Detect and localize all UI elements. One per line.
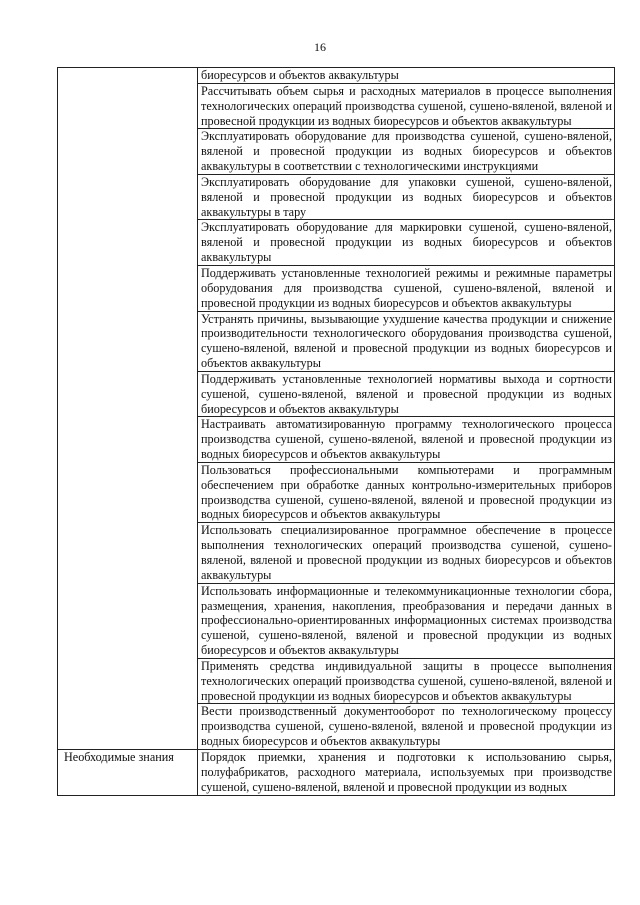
skill-text: Рассчитывать объем сырья и расходных материалов в процессе выполнения технологических операций производства сушеной, сушено-вяленой, вяленой и провесной продукции из водных биоресурсов и объектов аквакультуры (201, 83, 612, 128)
table-row (58, 174, 615, 220)
skill-cell (198, 83, 615, 129)
table-row (58, 371, 615, 417)
knowledge-text: Порядок приемки, хранения и подготовки к использованию сырья, полуфабрикатов, расходного материала, используемых при производстве сушеной, сушено-вяленой, вяленой и провесной продукции из водных (201, 749, 612, 794)
table-row (58, 462, 615, 522)
skill-text: Эксплуатировать оборудование для маркировки сушеной, сушено-вяленой, вяленой и провесной продукции из водных биоресурсов и объектов аквакультуры (201, 220, 612, 265)
label-cell-empty (58, 658, 198, 704)
skill-text: Использовать информационные и телекоммуникационные технологии сбора, размещения, хранения, накопления, преобразования и передачи данных в профессионально-ориентированных информационных системах производства сушеной, сушено-вяленой, вяленой и провесной продукции из водных биоресурсов и объектов аквакультуры (201, 583, 612, 658)
label-cell-empty (58, 68, 198, 84)
label-cell-empty (58, 583, 198, 658)
label-cell-empty (58, 417, 198, 463)
label-cell-empty (58, 265, 198, 311)
skill-cell (198, 174, 615, 220)
table-row (58, 749, 615, 795)
skill-text: Настраивать автоматизированную программу технологического процесса производства сушеной, сушено-вяленой, вяленой и провесной продукции из водных биоресурсов и объектов аквакультуры (201, 417, 612, 462)
knowledge-cell (198, 749, 615, 795)
skill-cell (198, 371, 615, 417)
label-cell-empty (58, 704, 198, 750)
label-cell-empty (58, 371, 198, 417)
skill-text: Применять средства индивидуальной защиты в процессе выполнения технологических операций производства сушеной, сушено-вяленой, вяленой и провесной продукции из водных биоресурсов и объектов аквакультуры (201, 658, 612, 703)
skill-cell (198, 129, 615, 175)
skill-cell (198, 523, 615, 583)
skill-cell (198, 462, 615, 522)
skill-cell (198, 68, 615, 84)
skill-text: Поддерживать установленные технологией режимы и режимные параметры оборудования для производства сушеной, сушено-вяленой, вяленой и провесной продукции из водных биоресурсов и объектов аквакультуры (201, 265, 612, 310)
skill-text: биоресурсов и объектов аквакультуры (201, 68, 399, 82)
skill-text: Эксплуатировать оборудование для упаковки сушеной, сушено-вяленой, вяленой и провесной продукции из водных биоресурсов и объектов аквакультуры в тару (201, 174, 612, 219)
label-cell-empty (58, 523, 198, 583)
skill-text: Использовать специализированное программное обеспечение в процессе выполнения технологических операций производства сушеной, сушено-вяленой, вяленой и провесной продукции из водных биоресурсов и объектов аквакультуры (201, 523, 612, 582)
skill-cell (198, 417, 615, 463)
knowledge-label: Необходимые знания (64, 749, 174, 764)
label-cell-empty (58, 174, 198, 220)
table-row (58, 83, 615, 129)
skill-text: Пользоваться профессиональными компьютерами и программным обеспечением при обработке данных контрольно-измерительных приборов производства сушеной, сушено-вяленой, вяленой и провесной продукции из водных биоресурсов и объектов аквакультуры (201, 462, 612, 522)
table-row (58, 704, 615, 750)
skill-cell (198, 311, 615, 371)
skill-text: Эксплуатировать оборудование для производства сушеной, сушено-вяленой, вяленой и провесной продукции из водных биоресурсов и объектов аквакультуры в соответствии с технологическими инструкциями (201, 129, 612, 174)
skill-cell (198, 265, 615, 311)
table-row (58, 523, 615, 583)
requirements-table (57, 67, 615, 796)
page-number: 16 (314, 40, 326, 54)
label-cell-empty (58, 129, 198, 175)
knowledge-label-cell (58, 749, 198, 795)
skill-cell (198, 658, 615, 704)
table-row (58, 658, 615, 704)
label-cell-empty (58, 220, 198, 266)
skill-cell (198, 704, 615, 750)
label-cell-empty (58, 462, 198, 522)
table-row (58, 417, 615, 463)
skill-cell (198, 583, 615, 658)
skill-text: Устранять причины, вызывающие ухудшение качества продукции и снижение производительности технологического оборудования производства сушеной, сушено-вяленой, вяленой и провесной продукции из водных биоресурсов и объектов аквакультуры (201, 311, 612, 371)
skill-text: Вести производственный документооборот по технологическому процессу производства сушеной, сушено-вяленой, вяленой и провесной продукции из водных биоресурсов и объектов аквакультуры (201, 704, 612, 749)
label-cell-empty (58, 311, 198, 371)
table-row (58, 583, 615, 658)
table-row (58, 220, 615, 266)
skill-text: Поддерживать установленные технологией нормативы выхода и сортности сушеной, сушено-вяленой, вяленой и провесной продукции из водных биоресурсов и объектов аквакультуры (201, 371, 612, 416)
label-cell-empty (58, 83, 198, 129)
table-row (58, 265, 615, 311)
table-row (58, 129, 615, 175)
table-row (58, 68, 615, 84)
skill-cell (198, 220, 615, 266)
table-row (58, 311, 615, 371)
